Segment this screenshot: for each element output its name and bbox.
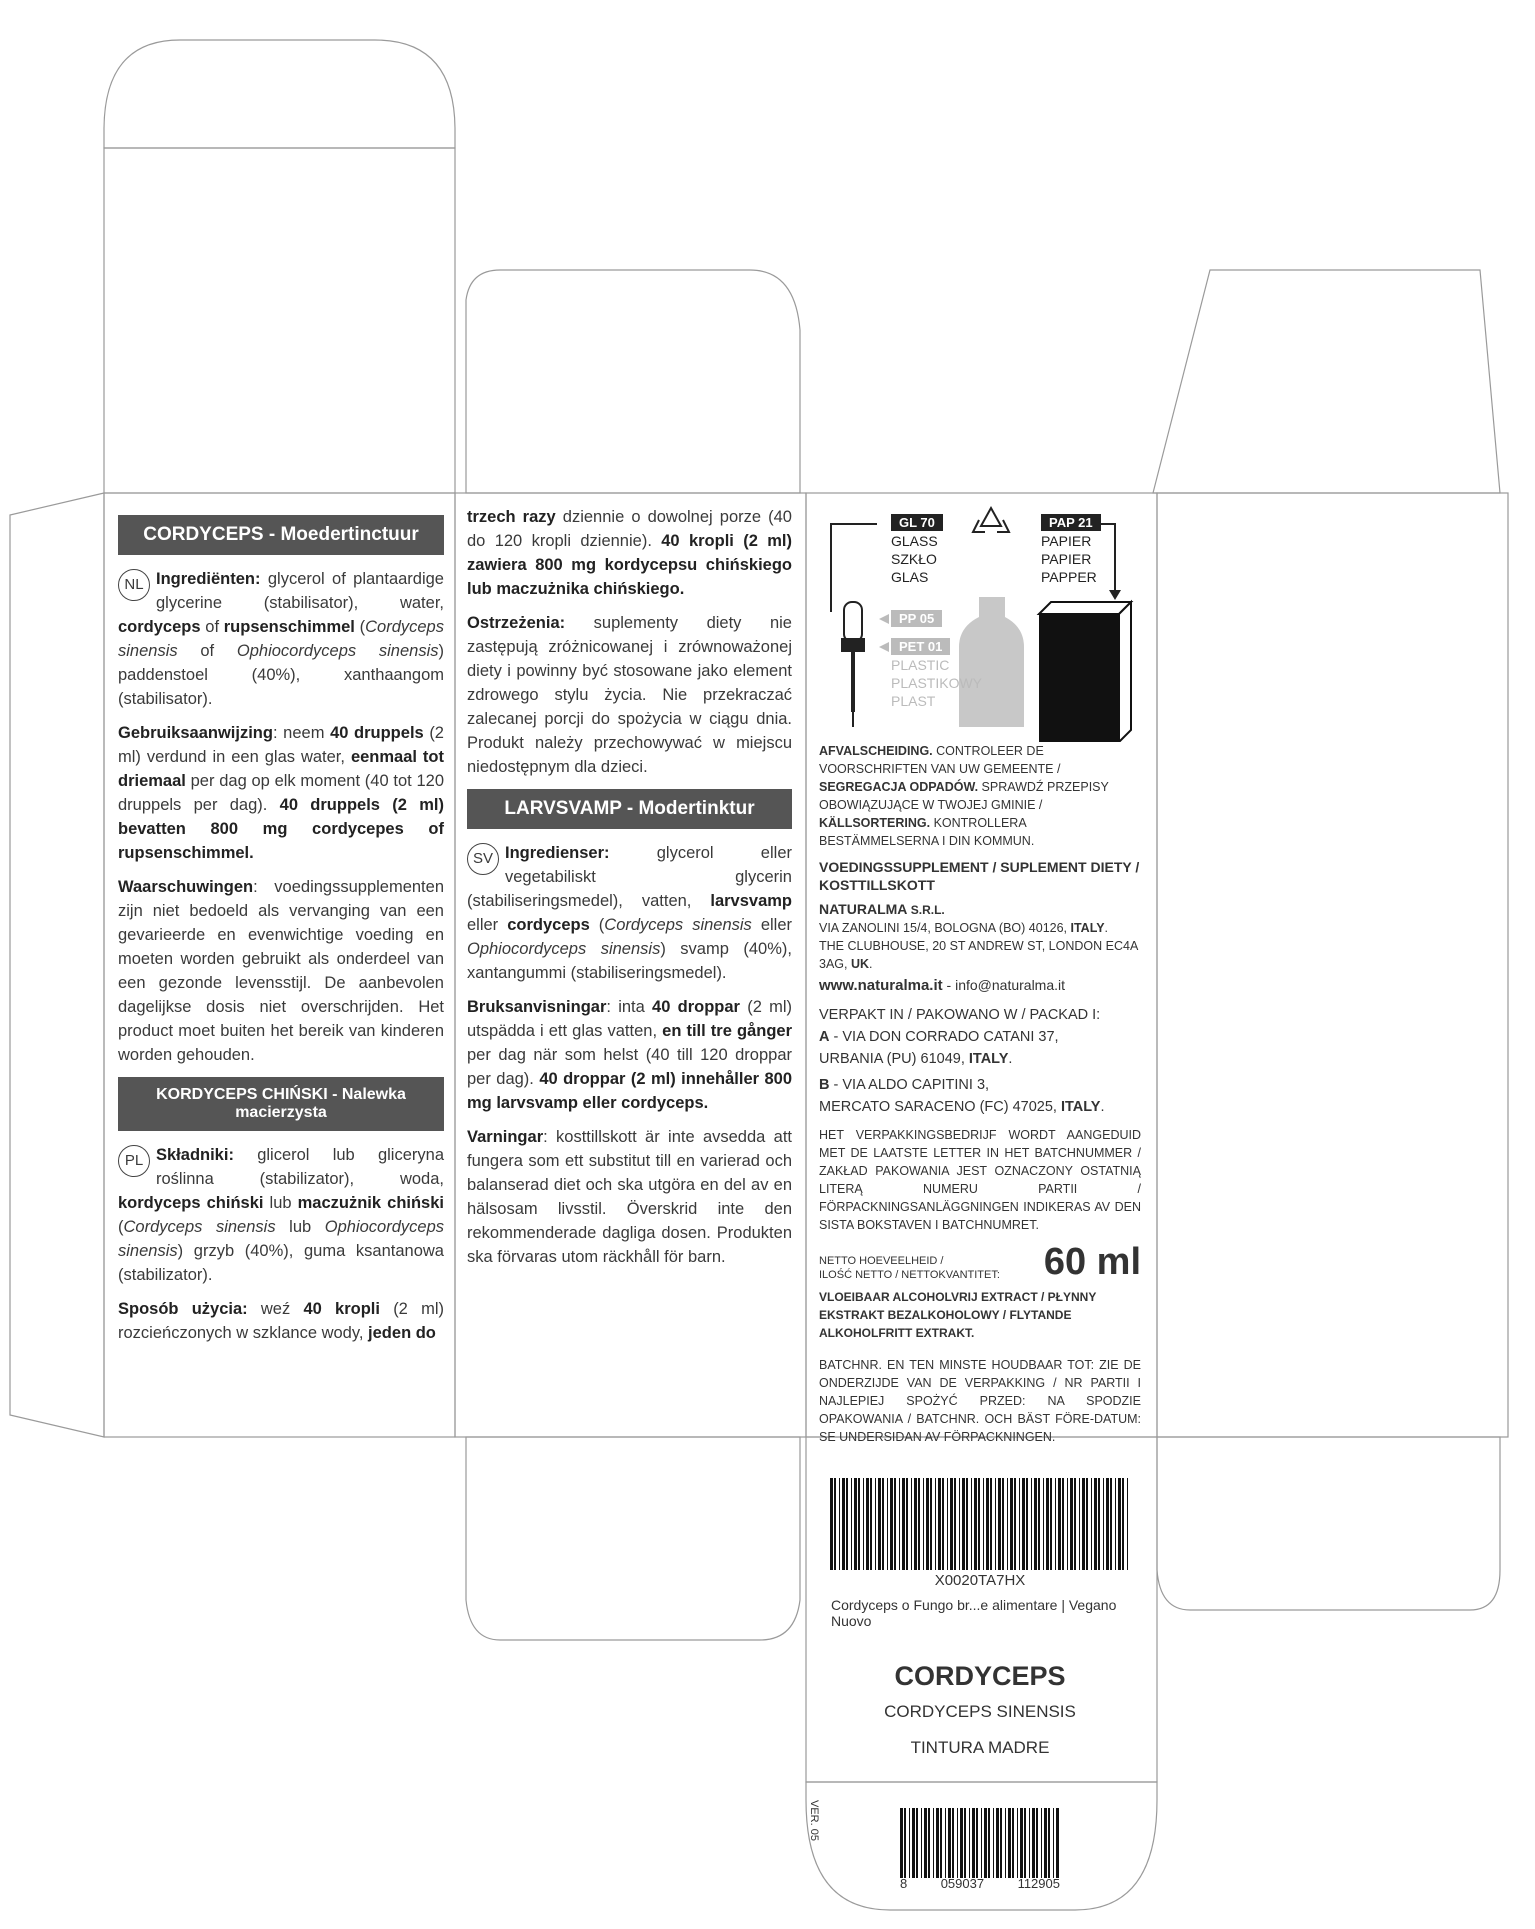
barcode-bar <box>1056 1808 1059 1878</box>
barcode-bar <box>948 1808 951 1878</box>
batch-info: BATCHNR. EN TEN MINSTE HOUDBAAR TOT: ZIE DE ONDERZIJDE VAN DE VERPAKKING / NR PARTII I NAJLEPIEJ SPOŻYĆ PRZED: NA SPODZIE OPAKOWANIA / BATCHNR. OCH BÄST FÖRE-DATUM: SE UNDERSIDAN AV FÖRPACKNINGEN. <box>819 1358 1141 1444</box>
barcode-bar <box>1007 1478 1008 1570</box>
barcode-bar <box>1022 1478 1025 1570</box>
nl-usage: Gebruiksaanwijzing: neem 40 druppels (2 ml) verdund in een glas water, eenmaal tot driemaal per dag op elk moment (40 tot 120 druppels per dag). 40 druppels (2 ml) bevatten 800 mg cordycepes of rupsenschimmel. <box>118 724 445 862</box>
product-subtitle: CORDYCEPS SINENSIS <box>884 1702 1076 1721</box>
barcode-bar <box>936 1808 939 1878</box>
product-title: CORDYCEPS <box>894 1661 1066 1691</box>
pl-language-badge: PL <box>118 1145 150 1177</box>
barcode-bar <box>998 1478 1001 1570</box>
barcode-bar <box>1031 1478 1032 1570</box>
barcode-bar <box>1050 1478 1052 1570</box>
ean-block <box>900 1808 1060 1891</box>
ean-barcode <box>900 1808 1060 1878</box>
nl-language-badge: NL <box>118 569 150 601</box>
barcode-bar <box>993 1808 994 1878</box>
dust-flap-right <box>1153 270 1500 493</box>
barcode-bar <box>926 1478 929 1570</box>
barcode-bar <box>911 1478 912 1570</box>
barcode-bar <box>1000 1808 1002 1878</box>
barcode-bar <box>1026 1478 1028 1570</box>
barcode-bar <box>978 1478 980 1570</box>
barcode-bar <box>952 1808 954 1878</box>
barcode-bar <box>906 1478 908 1570</box>
packer-b: B - VIA ALDO CAPITINI 3, MERCATO SARACENO (FC) 47025, ITALY. <box>819 1077 1105 1115</box>
barcode-bar <box>969 1808 970 1878</box>
barcode-bar <box>839 1478 840 1570</box>
barcode-bar <box>1070 1478 1073 1570</box>
barcode-bar <box>986 1478 989 1570</box>
barcode-bar <box>924 1808 927 1878</box>
barcode-bar <box>842 1478 845 1570</box>
barcode-bar <box>909 1808 910 1878</box>
barcode-bar <box>1002 1478 1004 1570</box>
barcode-bar <box>1094 1478 1097 1570</box>
barcode-bar <box>990 1478 992 1570</box>
barcode-bar <box>1014 1478 1016 1570</box>
recycle-symbol-icon <box>973 508 1009 532</box>
barcode-bar <box>918 1478 920 1570</box>
barcode-bar <box>1029 1808 1030 1878</box>
barcode-bar <box>902 1478 905 1570</box>
paper-lines: PAPIER PAPIER PAPPER <box>1041 533 1097 585</box>
barcode-bar <box>995 1478 996 1570</box>
barcode-bar <box>1019 1478 1020 1570</box>
barcode-bar <box>1038 1478 1040 1570</box>
barcode-bar <box>904 1808 906 1878</box>
dropper-bulb-icon <box>844 602 862 642</box>
barcode-bar <box>1024 1808 1026 1878</box>
barcode-bar <box>1044 1808 1047 1878</box>
barcode-bar <box>887 1478 888 1570</box>
barcode-bar <box>882 1478 884 1570</box>
nl-ingredients: NL Ingrediënten: glycerol of plantaardige glycerine (stabilisator), water, cordyceps of rupsenschimmel (Cordyceps sinensis of Ophiocordyceps sinensis) paddenstoel (40%), xanthaangom (stabilisator). <box>118 570 444 708</box>
barcode-bar <box>945 1808 946 1878</box>
barcode-bar <box>1098 1478 1100 1570</box>
sv-header: LARVSVAMP - Modertinktur <box>467 789 792 829</box>
barcode-bar <box>914 1478 917 1570</box>
ean-digits-3: 112905 <box>1017 1876 1060 1891</box>
barcode-bar <box>983 1478 984 1570</box>
barcode-bar <box>1074 1478 1076 1570</box>
pl-header: KORDYCEPS CHIŃSKI - Nalewka macierzysta <box>118 1077 444 1131</box>
extract-type: VLOEIBAAR ALCOHOLVRIJ EXTRACT / PŁYNNY EKSTRAKT BEZALKOHOLOWY / FLYTANDE ALKOHOLFRITT EXTRAKT. <box>819 1290 1097 1340</box>
barcode-bar <box>1091 1478 1092 1570</box>
barcode-bar <box>894 1478 896 1570</box>
barcode-bar <box>976 1808 978 1878</box>
barcode-bar <box>981 1808 982 1878</box>
bottom-dust-flap-center <box>466 1437 800 1640</box>
barcode-bar <box>928 1808 930 1878</box>
panel-bottom <box>819 1470 1141 1766</box>
barcode-bar <box>940 1808 942 1878</box>
barcode-bar <box>1010 1478 1013 1570</box>
barcode-bar <box>1118 1478 1121 1570</box>
barcode-bar <box>930 1478 932 1570</box>
barcode-bar <box>962 1478 965 1570</box>
barcode-bar <box>878 1478 881 1570</box>
pp-code: PP 05 <box>891 610 942 627</box>
pl-warnings: Ostrzeżenia: suplementy diety nie zastępują zróżnicowanej i zrównoważonej diety i powinny być stosowane jako element zdrowego stylu życia. Nie przekraczać zalecanej porcji do spożycia w ciągu dnia. Produkt należy przechowywać w miejscu niedostępnym dla dzieci. <box>467 614 792 776</box>
barcode-bar <box>942 1478 944 1570</box>
sv-language-badge: SV <box>467 843 499 875</box>
glue-flap <box>10 493 104 1437</box>
barcode-bar <box>846 1478 848 1570</box>
barcode-bar <box>957 1808 958 1878</box>
barcode-bar <box>1106 1478 1109 1570</box>
paper-box-icon <box>1039 614 1119 742</box>
glass-code: GL 70 <box>891 514 943 531</box>
barcode-bar <box>912 1808 915 1878</box>
packer-a: A - VIA DON CORRADO CATANI 37, URBANIA (PU) 61049, ITALY. <box>819 1029 1059 1067</box>
barcode-bar <box>875 1478 876 1570</box>
panel-nl-pl <box>118 505 444 1355</box>
barcode-bar <box>971 1478 972 1570</box>
barcode-bar <box>984 1808 987 1878</box>
top-panel <box>104 148 455 493</box>
barcode-bar <box>1122 1478 1124 1570</box>
dust-flap-center <box>466 270 800 493</box>
pl-ingredients: PL Składniki: glicerol lub gliceryna roślinna (stabilizator), woda, kordyceps chiński lub maczużnik chiński (Cordyceps sinensis lub Ophiocordyceps sinensis) grzyb (40%), guma ksantanowa (stabilizator). <box>118 1146 445 1284</box>
barcode-bar <box>1055 1478 1056 1570</box>
company-name: NATURALMA S.R.L. <box>819 901 945 917</box>
top-tuck-flap <box>104 40 455 148</box>
ean-digits-2: 059037 <box>940 1876 985 1891</box>
barcode-bar <box>947 1478 948 1570</box>
barcode-bar <box>1103 1478 1104 1570</box>
barcode-bar <box>964 1808 966 1878</box>
panel-info <box>819 502 1141 1454</box>
barcode-bar <box>1041 1808 1042 1878</box>
sv-ingredients: SV Ingredienser: glycerol eller vegetabiliskt glycerin (stabiliseringsmedel), vatten, larvsvamp eller cordyceps (Cordyceps sinensis eller Ophiocordyceps sinensis) svamp (40%), xantangummi (stabiliseringsmedel). <box>467 844 793 982</box>
fnsku-barcode <box>830 1478 1130 1570</box>
product-label-desc: Cordyceps o Fungo br...e alimentare | Vegano <box>831 1597 1117 1613</box>
barcode-bar <box>1082 1478 1085 1570</box>
barcode-bar <box>1127 1478 1128 1570</box>
barcode-bar <box>1034 1478 1037 1570</box>
barcode-bar <box>988 1808 990 1878</box>
fnsku-code: X0020TA7HX <box>934 1572 1026 1589</box>
recycling-block <box>819 502 1141 742</box>
barcode-bar <box>1086 1478 1088 1570</box>
paper-code: PAP 21 <box>1041 514 1101 531</box>
barcode-bar <box>900 1808 903 1878</box>
nl-warnings: Waarschuwingen: voedingssupplementen zijn niet bedoeld als vervanging van een gevarieerde en evenwichtige voeding en moeten worden gebruikt als onderdeel van een gezonde levensstijl. De aanbevolen dagelijkse dosis niet overschrijden. Het product moet buiten het bereik van kinderen worden gehouden. <box>118 878 444 1064</box>
barcode-bar <box>1110 1478 1112 1570</box>
barcode-bar <box>1058 1478 1061 1570</box>
nl-header: CORDYCEPS - Moedertinctuur <box>118 515 444 555</box>
barcode-bar <box>950 1478 953 1570</box>
product-type: TINTURA MADRE <box>910 1738 1050 1757</box>
barcode-bar <box>954 1478 956 1570</box>
glass-lines: GLASS SZKŁO GLAS <box>891 533 938 585</box>
barcode-bar <box>834 1478 836 1570</box>
barcode-bar <box>1012 1808 1014 1878</box>
net-volume: 60 ml <box>1043 1241 1141 1283</box>
barcode-bar <box>830 1478 833 1570</box>
barcode-bar <box>1053 1808 1054 1878</box>
barcode-bar <box>996 1808 999 1878</box>
ean-digit-1: 8 <box>900 1876 908 1891</box>
net-quantity: NETTO HOEVEELHEID / ILOŚĆ NETTO / NETTOKVANTITET: 60 ml <box>819 1241 1141 1283</box>
email-link[interactable]: - info@naturalma.it <box>942 977 1066 993</box>
plastic-lines: PLASTIC PLASTIKOWY PLAST <box>891 657 983 709</box>
barcode-bar <box>1008 1808 1011 1878</box>
website-link[interactable]: www.naturalma.it <box>819 977 943 994</box>
barcode-bar <box>854 1478 857 1570</box>
barcode-bar <box>1067 1478 1068 1570</box>
sv-usage: Bruksanvisningar: inta 40 droppar (2 ml) utspädda i ett glas vatten, en till tre gånger per dag när som helst (40 till 120 droppar per dag). 40 droppar (2 ml) innehåller 800 mg larvsvamp eller cordyceps. <box>467 998 793 1112</box>
barcode-bar <box>1017 1808 1018 1878</box>
barcode-bar <box>974 1478 977 1570</box>
address-uk: THE CLUBHOUSE, 20 ST ANDREW ST, LONDON EC4A 3AG, UK. <box>819 939 1138 971</box>
barcode-bar <box>1043 1478 1044 1570</box>
barcode-bar <box>1062 1478 1064 1570</box>
barcode-bar <box>1032 1808 1035 1878</box>
barcode-bar <box>1048 1808 1050 1878</box>
pl-usage: Sposób użycia: weź 40 kropli (2 ml) rozcieńczonych w szklance wody, jeden do <box>118 1300 444 1342</box>
packed-in: VERPAKT IN / PAKOWANO W / PACKAD I: <box>819 1007 1101 1023</box>
barcode-bar <box>851 1478 852 1570</box>
supplement-type: VOEDINGSSUPPLEMENT / SUPLEMENT DIETY / KOSTTILLSKOTT <box>819 859 1140 893</box>
barcode-bar <box>863 1478 864 1570</box>
panel-pl-sv <box>467 505 792 1279</box>
barcode-bar <box>858 1478 860 1570</box>
version-label: VER. 05 <box>808 1800 820 1841</box>
pl-usage-continued: trzech razy dziennie o dowolnej porze (40 do 120 kropli dziennie). 40 kropli (2 ml) zawiera 800 mg kordycepsu chińskiego lub maczużnika chińskiego. <box>467 508 792 598</box>
panel-4 <box>1157 493 1508 1437</box>
address-italy: VIA ZANOLINI 15/4, BOLOGNA (BO) 40126, ITALY. <box>819 921 1109 935</box>
barcode-bar <box>866 1478 869 1570</box>
barcode-bar <box>1079 1478 1080 1570</box>
barcode-bar <box>966 1478 968 1570</box>
contact-line <box>819 975 1141 996</box>
sv-warnings: Varningar: kosttillskott är inte avsedda att fungera som ett substitut till en varierad och balanserad diet och ska utgöra en del av en hälsosam livsstil. Överskrid inte den rekommenderade dagliga dosen. Produkten ska förvaras utom räckhåll för barn. <box>467 1128 792 1266</box>
barcode-bar <box>890 1478 893 1570</box>
barcode-bar <box>1005 1808 1006 1878</box>
barcode-bar <box>1036 1808 1038 1878</box>
barcode-bar <box>1020 1808 1023 1878</box>
barcode-bar <box>1046 1478 1049 1570</box>
barcode-bar <box>870 1478 872 1570</box>
product-condition: Nuovo <box>831 1613 872 1629</box>
barcode-bar <box>938 1478 941 1570</box>
barcode-bar <box>921 1808 922 1878</box>
packer-note: HET VERPAKKINGSBEDRIJF WORDT AANGEDUID MET DE LAATSTE LETTER IN HET BATCHNUMMER / ZAKŁAD PAKOWANIA JEST OZNACZONY OSTATNIĄ LITERĄ NUMERU PARTII / FÖRPACKNINGSANLÄGGNINGEN INDIKERAS AV DEN SISTA BOKSTAVEN I BATCHNUMRET. <box>819 1128 1141 1232</box>
barcode-bar <box>959 1478 960 1570</box>
barcode-bar <box>899 1478 900 1570</box>
barcode-bar <box>933 1808 934 1878</box>
barcode-bar <box>960 1808 963 1878</box>
barcode-bar <box>935 1478 936 1570</box>
waste-separation: AFVALSCHEIDING. CONTROLEER DE VOORSCHRIFTEN VAN UW GEMEENTE / SEGREGACJA ODPADÓW. SPRAWDŹ PRZEPISY OBOWIĄZUJĄCE W TWOJEJ GMINIE / KÄLLSORTERING. KONTROLLERA BESTÄMMELSERNA I DIN KOMMUN. <box>819 744 1109 848</box>
pet-code: PET 01 <box>891 638 950 655</box>
bottom-dust-flap-right <box>1157 1437 1500 1610</box>
barcode-bar <box>923 1478 924 1570</box>
barcode-bar <box>1115 1478 1116 1570</box>
barcode-bar <box>972 1808 975 1878</box>
barcode-bar <box>916 1808 918 1878</box>
